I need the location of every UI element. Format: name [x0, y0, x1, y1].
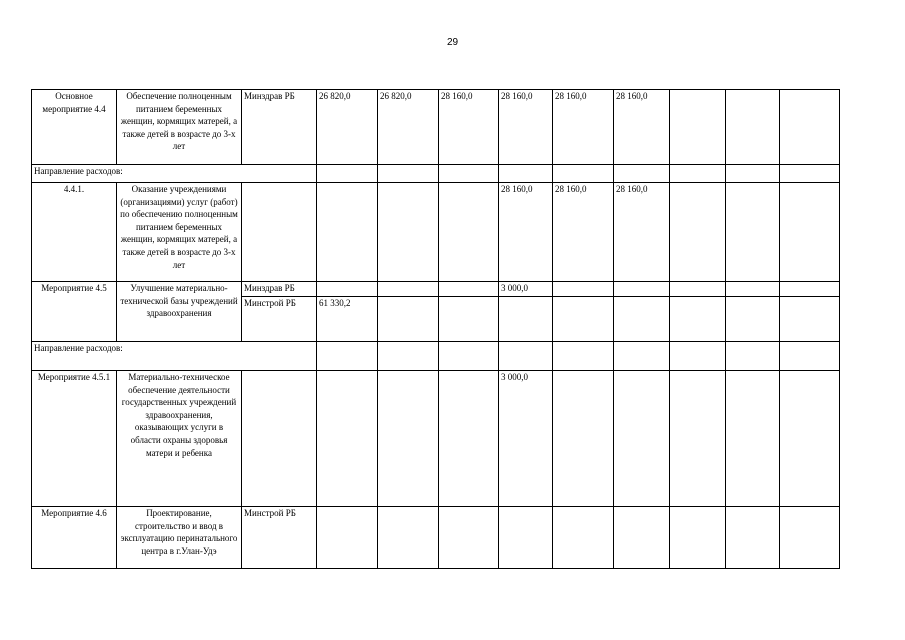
- value-cell: 28 160,0: [614, 90, 670, 165]
- empty-cell: [670, 507, 726, 569]
- empty-cell: [317, 183, 378, 282]
- empty-cell: [670, 183, 726, 282]
- empty-cell: [553, 297, 614, 342]
- value-cell: 61 330,2: [317, 297, 378, 342]
- value-cell: 28 160,0: [614, 183, 670, 282]
- direction-label: Направление расходов:: [32, 342, 317, 371]
- empty-cell: [670, 297, 726, 342]
- agency-cell: Минздрав РБ: [242, 282, 317, 297]
- value-cell: 28 160,0: [553, 183, 614, 282]
- empty-cell: [317, 371, 378, 507]
- value-cell: 3 000,0: [499, 282, 553, 297]
- row-name: Материально-техническое обеспечение деятельности государственных учреждений здравоохранения, оказывающих услуги в области охраны здоровья матери и ребенка: [117, 371, 242, 507]
- empty-cell: [780, 165, 840, 183]
- table-row: [32, 371, 840, 507]
- row-label: Мероприятие 4.6: [32, 507, 117, 569]
- empty-cell: [439, 342, 499, 371]
- empty-cell: [780, 183, 840, 282]
- value-cell: 28 160,0: [553, 90, 614, 165]
- empty-cell: [670, 90, 726, 165]
- empty-cell: [670, 371, 726, 507]
- table-row: [32, 183, 840, 282]
- budget-table: [31, 89, 840, 569]
- empty-cell: [439, 165, 499, 183]
- empty-cell: [780, 507, 840, 569]
- empty-cell: [726, 165, 780, 183]
- empty-cell: [499, 297, 553, 342]
- value-cell: 26 820,0: [378, 90, 439, 165]
- empty-cell: [726, 297, 780, 342]
- table-row: [32, 165, 840, 183]
- table-row: [32, 90, 840, 165]
- row-name: Проектирование, строительство и ввод в эксплуатацию перинатального центра в г.Улан-Удэ: [117, 507, 242, 569]
- row-label: Основное мероприятие 4.4: [32, 90, 117, 165]
- empty-cell: [726, 282, 780, 297]
- value-cell: 28 160,0: [499, 183, 553, 282]
- agency-cell: Минстрой РБ: [242, 507, 317, 569]
- empty-cell: [553, 165, 614, 183]
- empty-cell: [726, 342, 780, 371]
- empty-cell: [726, 183, 780, 282]
- empty-cell: [317, 342, 378, 371]
- empty-cell: [614, 507, 670, 569]
- empty-cell: [726, 371, 780, 507]
- table-row: [32, 342, 840, 371]
- value-cell: 3 000,0: [499, 371, 553, 507]
- direction-label: Направление расходов:: [32, 165, 317, 183]
- empty-cell: [614, 297, 670, 342]
- empty-cell: [614, 342, 670, 371]
- empty-cell: [317, 165, 378, 183]
- empty-cell: [553, 507, 614, 569]
- value-cell: 28 160,0: [439, 90, 499, 165]
- empty-cell: [670, 165, 726, 183]
- empty-cell: [726, 507, 780, 569]
- empty-cell: [614, 371, 670, 507]
- value-cell: 26 820,0: [317, 90, 378, 165]
- empty-cell: [780, 90, 840, 165]
- empty-cell: [499, 165, 553, 183]
- empty-cell: [553, 282, 614, 297]
- page-number: 29: [446, 37, 459, 48]
- empty-cell: [726, 90, 780, 165]
- row-name: Улучшение материально-технической базы учреждений здравоохранения: [117, 282, 242, 342]
- empty-cell: [439, 507, 499, 569]
- empty-cell: [317, 282, 378, 297]
- empty-cell: [553, 342, 614, 371]
- row-name: Обеспечение полноценным питанием беременных женщин, кормящих матерей, а также детей в возрасте до 3-х лет: [117, 90, 242, 165]
- empty-cell: [614, 282, 670, 297]
- empty-cell: [780, 282, 840, 297]
- table-row: [32, 507, 840, 569]
- value-cell: 28 160,0: [499, 90, 553, 165]
- empty-cell: [378, 282, 439, 297]
- empty-cell: [780, 297, 840, 342]
- row-label: Мероприятие 4.5.1: [32, 371, 117, 507]
- empty-cell: [378, 165, 439, 183]
- empty-cell: [499, 342, 553, 371]
- agency-cell: Минстрой РБ: [242, 297, 317, 342]
- empty-cell: [614, 165, 670, 183]
- empty-cell: [780, 371, 840, 507]
- empty-cell: [553, 371, 614, 507]
- row-name: Оказание учреждениями (организациями) услуг (работ) по обеспечению полноценным питанием беременных женщин, кормящих матерей, а также детей в возрасте до 3-х лет: [117, 183, 242, 282]
- table-row: [32, 282, 840, 297]
- empty-cell: [242, 371, 317, 507]
- empty-cell: [670, 282, 726, 297]
- empty-cell: [780, 342, 840, 371]
- empty-cell: [439, 371, 499, 507]
- empty-cell: [378, 297, 439, 342]
- empty-cell: [378, 342, 439, 371]
- empty-cell: [499, 507, 553, 569]
- empty-cell: [439, 297, 499, 342]
- empty-cell: [317, 507, 378, 569]
- empty-cell: [378, 183, 439, 282]
- empty-cell: [378, 371, 439, 507]
- row-label: Мероприятие 4.5: [32, 282, 117, 342]
- empty-cell: [439, 183, 499, 282]
- empty-cell: [670, 342, 726, 371]
- empty-cell: [242, 183, 317, 282]
- empty-cell: [439, 282, 499, 297]
- empty-cell: [378, 507, 439, 569]
- agency-cell: Минздрав РБ: [242, 90, 317, 165]
- row-label: 4.4.1.: [32, 183, 117, 282]
